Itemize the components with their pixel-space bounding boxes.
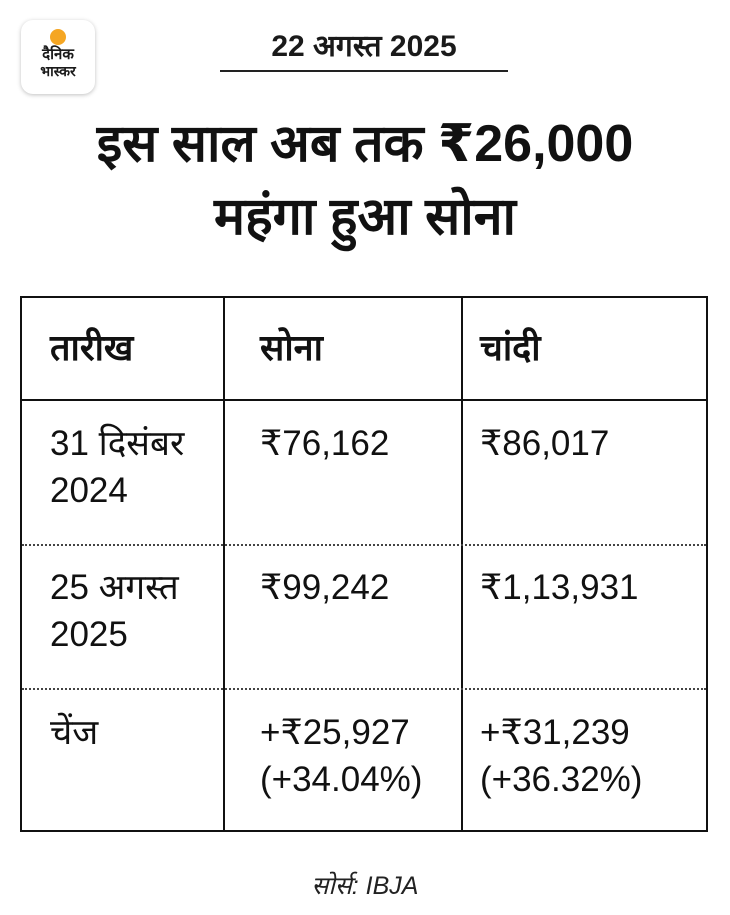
date-label: 22 अगस्त 2025 [271, 30, 457, 63]
row-divider [22, 688, 706, 690]
row2-date-line2: 2025 [50, 615, 128, 654]
row2-gold [260, 564, 389, 611]
row1-date-line2: 2024 [50, 471, 128, 510]
row3-gold [260, 709, 422, 803]
row2-silver [480, 564, 639, 611]
header-date: तारीख [50, 327, 134, 368]
column-divider [223, 298, 225, 830]
price-table [20, 296, 708, 832]
row1-silver [480, 420, 609, 467]
row3-silver [480, 709, 642, 803]
row3-silver-percent: (+36.32%) [480, 760, 643, 799]
row1-gold [260, 420, 389, 467]
row3-label [50, 709, 98, 756]
row1-date [50, 420, 184, 514]
row1-date-line1: 31 दिसंबर [50, 424, 185, 463]
row1-silver-value: ₹86,017 [480, 424, 610, 463]
row3-gold-percent: (+34.04%) [260, 760, 423, 799]
row2-date-line1: 25 अगस्त [50, 568, 179, 607]
header-divider [22, 399, 706, 401]
header-silver: चांदी [480, 327, 541, 368]
headline-line2: महंगा हुआ सोना [213, 188, 517, 246]
date-underline [220, 70, 508, 72]
header-gold: सोना [260, 327, 323, 368]
row1-gold-value: ₹76,162 [260, 424, 390, 463]
row3-silver-change: +₹31,239 [480, 713, 630, 752]
row2-date [50, 564, 179, 658]
row3-gold-change: +₹25,927 [260, 713, 410, 752]
headline-line1: इस साल अब तक ₹26,000 [96, 115, 634, 173]
headline [0, 108, 730, 254]
row-divider [22, 544, 706, 546]
row2-gold-value: ₹99,242 [260, 568, 390, 607]
brand-logo [21, 20, 95, 94]
row3-label-text: चेंज [50, 713, 99, 752]
sun-icon [50, 29, 66, 45]
row2-silver-value: ₹1,13,931 [480, 568, 639, 607]
brand-line1: दैनिक [42, 46, 74, 63]
brand-line2: भास्कर [40, 63, 76, 79]
source-note: सोर्स: IBJA [311, 872, 419, 900]
column-divider [461, 298, 463, 830]
